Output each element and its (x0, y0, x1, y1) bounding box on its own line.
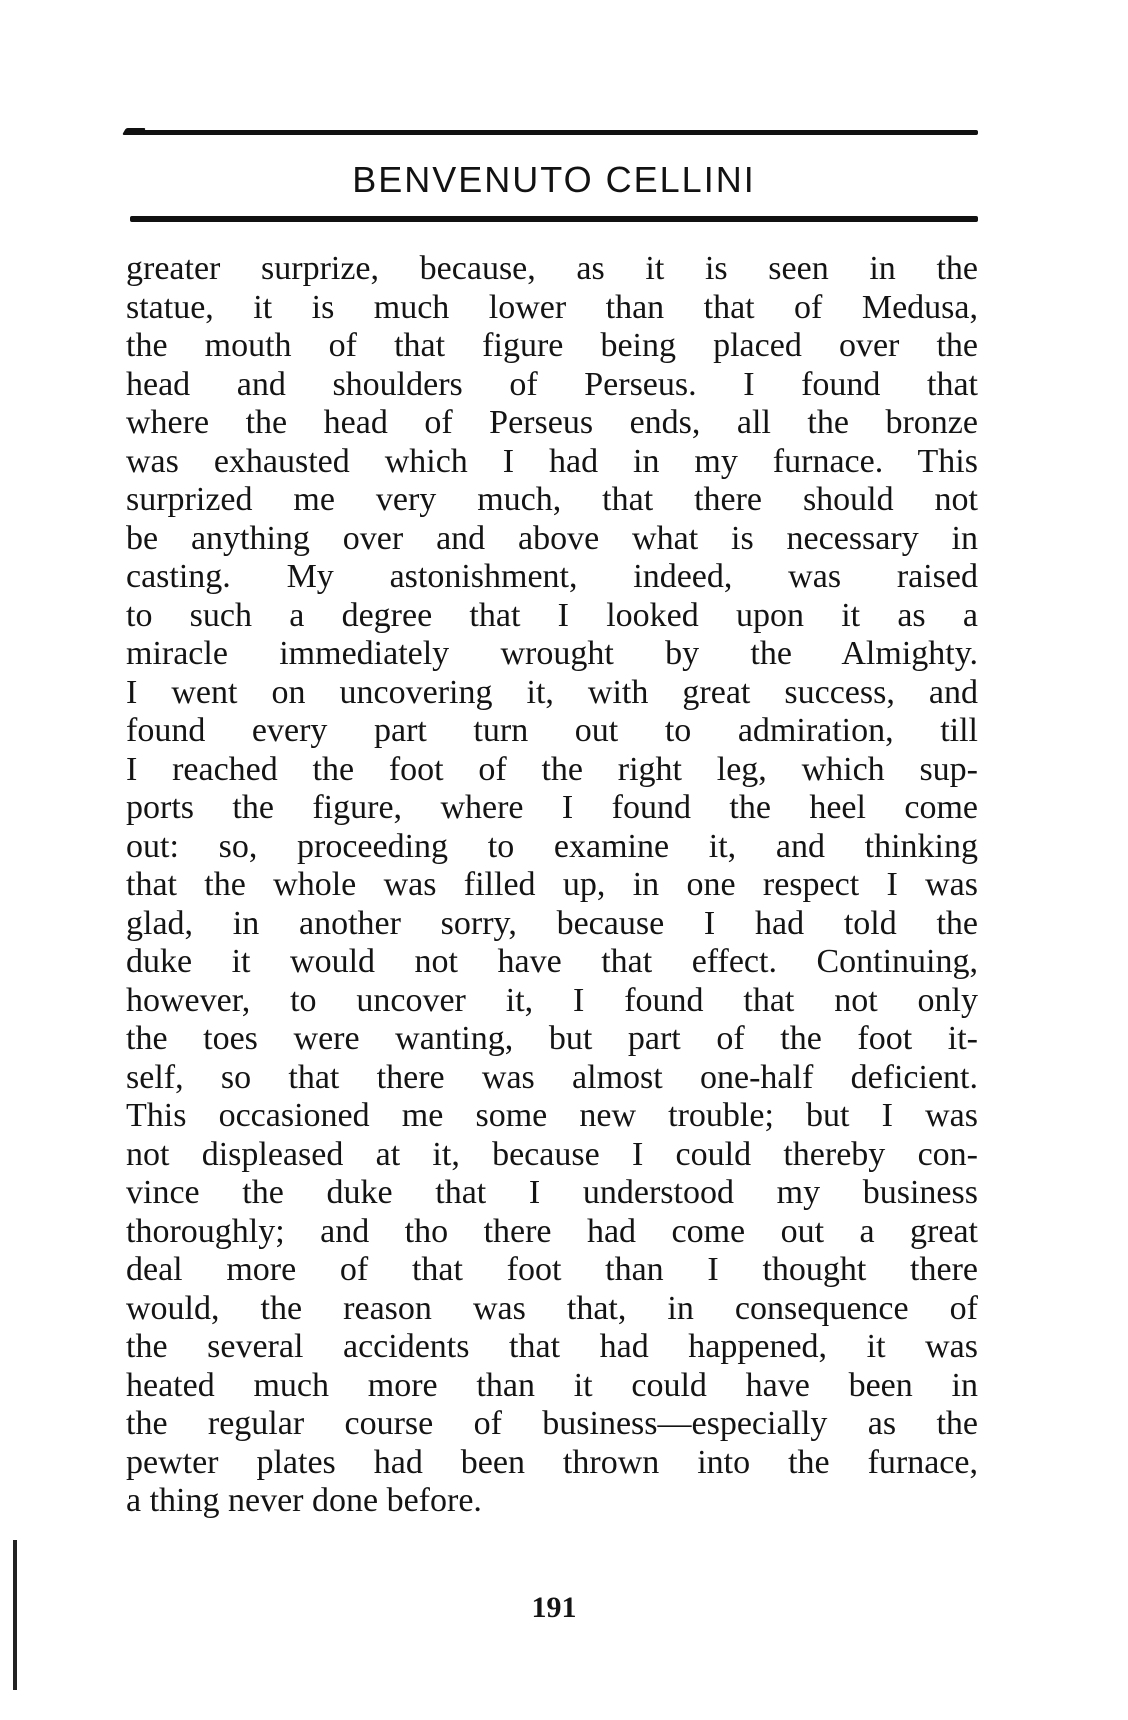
header-rule-top (130, 130, 978, 135)
text-line: greater surprize, because, as it is seen in the (126, 250, 978, 287)
text-line: the regular course of business—especially as the (126, 1405, 978, 1442)
text-line: not displeased at it, because I could thereby con- (126, 1135, 978, 1173)
text-line: the several accidents that had happened, it was (126, 1328, 978, 1365)
text-line: I reached the foot of the right leg, which sup- (126, 750, 978, 788)
text-line: head and shoulders of Perseus. I found that (126, 365, 978, 403)
text-line: I went on uncovering it, with great success, and (126, 673, 978, 711)
text-line: statue, it is much lower than that of Medusa, (126, 288, 978, 326)
running-head: BENVENUTO CELLINI (352, 159, 756, 200)
text-line: out: so, proceeding to examine it, and thinking (126, 827, 978, 865)
text-line: however, to uncover it, I found that not only (126, 981, 978, 1019)
text-line: that the whole was filled up, in one respect I was (126, 866, 978, 903)
text-line: to such a degree that I looked upon it as a (126, 596, 978, 634)
margin-mark (13, 1540, 17, 1690)
page-number: 191 (531, 1591, 577, 1624)
text-line: duke it would not have that effect. Continuing, (126, 943, 978, 980)
text-line: pewter plates had been thrown into the furnace, (126, 1443, 978, 1481)
text-line: ports the figure, where I found the heel come (126, 789, 978, 826)
header-rule-bottom (130, 216, 978, 222)
text-line: glad, in another sorry, because I had told the (126, 904, 978, 942)
text-line: be anything over and above what is necessary in (126, 519, 978, 557)
text-line: would, the reason was that, in consequence of (126, 1289, 978, 1327)
text-line: heated much more than it could have been in (126, 1366, 978, 1404)
text-line: thoroughly; and tho there had come out a great (126, 1212, 978, 1250)
text-line: This occasioned me some new trouble; but I was (126, 1097, 978, 1134)
text-line: miracle immediately wrought by the Almighty. (126, 635, 978, 672)
text-line: where the head of Perseus ends, all the bronze (126, 404, 978, 441)
text-line: vince the duke that I understood my business (126, 1174, 978, 1211)
text-line: a thing never done before. (126, 1482, 482, 1519)
text-line: surprized me very much, that there should not (126, 481, 978, 518)
text-line: the toes were wanting, but part of the foot it- (126, 1020, 978, 1057)
text-line: found every part turn out to admiration, till (126, 712, 978, 749)
text-line: deal more of that foot than I thought there (126, 1251, 978, 1288)
text-line: self, so that there was almost one-half deficient. (126, 1058, 978, 1096)
text-line: casting. My astonishment, indeed, was raised (126, 558, 978, 595)
body-text (126, 250, 978, 1521)
text-line: the mouth of that figure being placed over the (126, 327, 978, 364)
text-line: was exhausted which I had in my furnace. This (126, 442, 978, 480)
